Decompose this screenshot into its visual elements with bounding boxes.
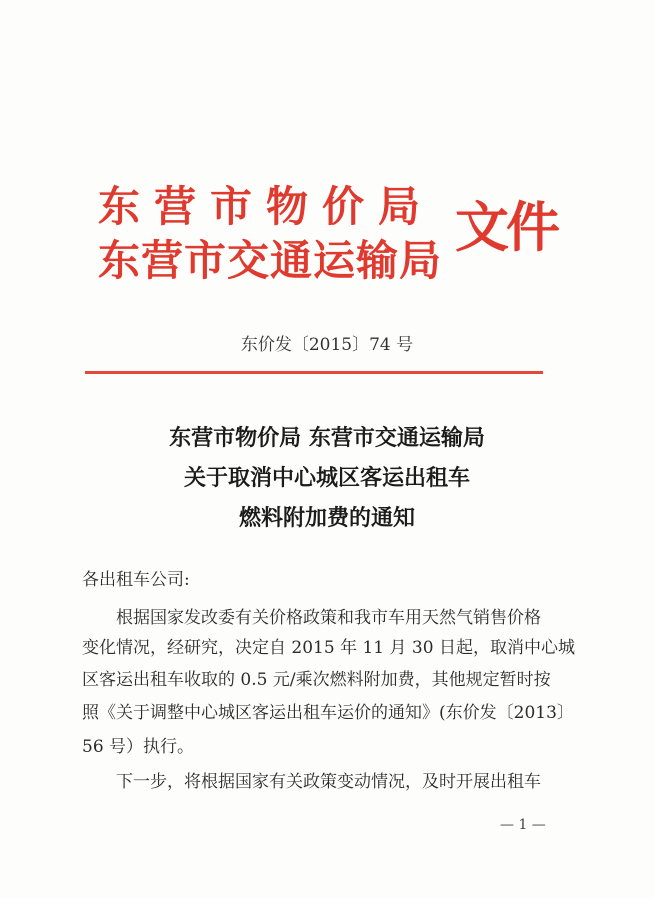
page-number: — 1 — <box>500 817 546 833</box>
body-line: 照《关于调整中心城区客运出租车运价的通知》(东价发〔2013〕 <box>82 703 574 723</box>
body-line: 56 号）执行。 <box>82 737 195 757</box>
body-line: 根据国家发改委有关价格政策和我市车用天然气销售价格 <box>116 608 541 628</box>
issuer-line-2: 东营市交通运输局 <box>98 236 443 285</box>
body-line: 区客运出租车收取的 0.5 元/乘次燃料附加费，其他规定暂时按 <box>82 670 551 690</box>
doc-type-label: 文件 <box>455 195 557 259</box>
notice-title-line-2: 关于取消中心城区客运出租车 <box>183 465 470 491</box>
body-line: 下一步，将根据国家有关政策变动情况，及时开展出租车 <box>116 772 541 792</box>
body-line: 变化情况，经研究，决定自 2015 年 11 月 30 日起，取消中心城 <box>82 638 575 658</box>
red-divider-line <box>85 371 543 374</box>
notice-title-line-1: 东营市物价局 东营市交通运输局 <box>169 425 485 451</box>
salutation: 各出租车公司: <box>82 570 190 590</box>
issuer-line-1: 东营市物价局 <box>98 182 435 231</box>
doc-number: 东价发〔2015〕74 号 <box>240 335 414 355</box>
notice-title-line-3: 燃料附加费的通知 <box>238 505 415 531</box>
